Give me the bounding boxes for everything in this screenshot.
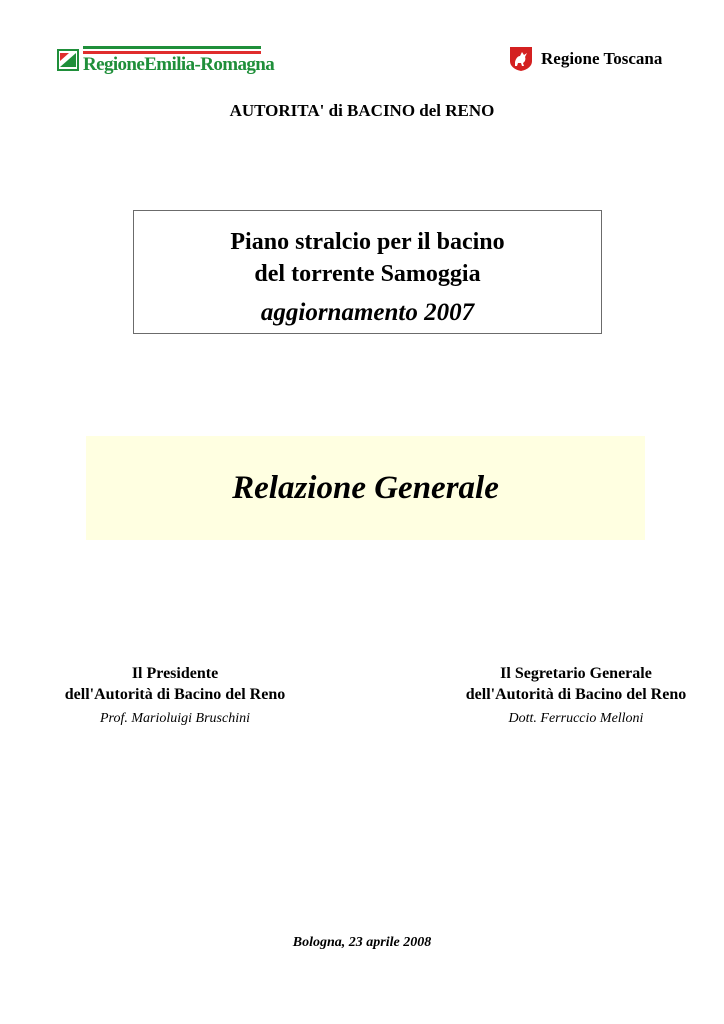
regione-toscana-label: Regione Toscana [541,49,663,68]
authority-heading: AUTORITA' di BACINO del RENO [229,101,495,120]
regione-emilia-romagna-logo [57,46,275,76]
secretary-name: Dott. Ferruccio Melloni [508,711,644,726]
secretary-organization: dell'Autorità di Bacino del Reno [465,686,687,703]
plan-title-line-2: del torrente Samoggia [254,261,481,287]
report-title: Relazione Generale [232,470,499,506]
plan-update-label: aggiornamento 2007 [260,299,475,326]
place-and-date: Bologna, 23 aprile 2008 [292,935,432,950]
president-signature-block [36,663,314,729]
regione-emilia-romagna-wordmark: RegioneEmilia-Romagna [83,54,275,75]
plan-title-box [133,210,602,334]
report-title-panel [86,436,645,540]
president-role: Il Presidente [131,665,219,682]
president-organization: dell'Autorità di Bacino del Reno [64,686,286,703]
toscana-pegasus-emblem-icon [509,46,533,72]
plan-title-line-1: Piano stralcio per il bacino [230,229,505,255]
secretary-signature-block [437,663,715,729]
regione-emilia-romagna-mark-icon [57,48,79,72]
secretary-role: Il Segretario Generale [500,665,652,682]
president-name: Prof. Marioluigi Bruschini [100,711,250,726]
